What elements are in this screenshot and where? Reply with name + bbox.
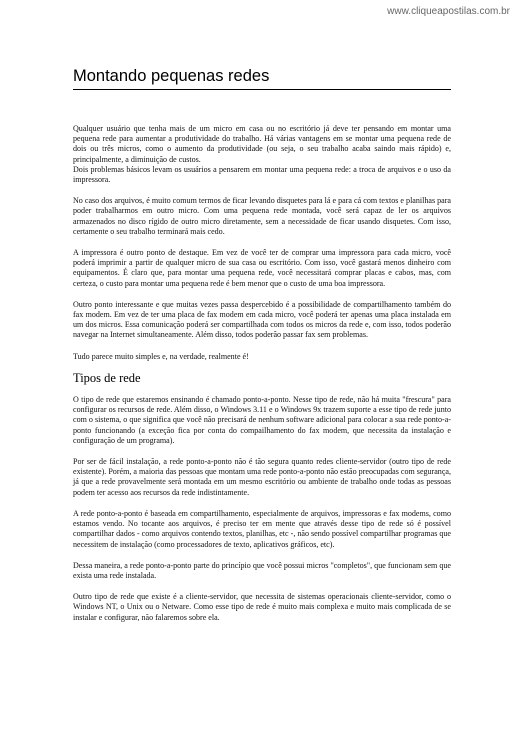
paragraph: A impressora é outro ponto de destaque. Em vez de você ter de comprar uma impressora para cada micro, você poderá imprimir a partir de qualquer micro de sua casa ou escritório. Com isso, você gastará menos dinheiro com equipamentos. É claro que, para montar uma pequena rede, você necessitará comprar placas e cabos, mas, com certeza, o custo para montar uma pequena rede é bem menor que o custo de uma boa impressora. [73, 248, 451, 288]
paragraph: O tipo de rede que estaremos ensinando é chamado ponto-a-ponto. Nesse tipo de rede, não há muita "frescura" para configurar os recursos de rede. Além disso, o Windows 3.11 e o Windows 9x trazem suporte a esse tipo de rede junto com o sistema, o que significa que você não precisará de nenhum software adicional para colocar a sua rede ponto-a-ponto funcionando (a exceção fica por conta do compailhamento do fax modem, que necessita da instalação e configuração de um programa). [73, 395, 451, 445]
paragraph: Outro tipo de rede que existe é a cliente-servidor, que necessita de sistemas operacionais cliente-servidor, como o Windows NT, o Unix ou o Netware. Como esse tipo de rede é muito mais complexa e muito mais complicada de se instalar e configurar, não falaremos sobre ela. [73, 592, 451, 622]
document-body [73, 124, 451, 634]
paragraph: Qualquer usuário que tenha mais de um micro em casa ou no escritório já deve ter pensando em montar uma pequena rede para aumentar a produtividade do trabalho. Há várias vantagens em se montar uma pequena rede de dois ou três micros, como o aumento da produtividade (ou seja, o seu trabalho acaba saindo mais rápido) e, principalmente, a diminuição de custos. [73, 124, 451, 164]
paragraph: No caso dos arquivos, é muito comum termos de ficar levando disquetes para lá e para cá com textos e planilhas para poder trabalharmos em outro micro. Com uma pequena rede montada, você será capaz de ler os arquivos armazenados no disco rígido de outro micro diretamente, sem a necessidade de ficar usando disquetes. Com isso, certamente o seu trabalho terminará mais cedo. [73, 196, 451, 236]
paragraph: Dois problemas básicos levam os usuários a pensarem em montar uma pequena rede: a troca de arquivos e o uso da impressora. [73, 164, 451, 185]
paragraph: A rede ponto-a-ponto é baseada em compartilhamento, especialmente de arquivos, impressoras e fax modems, como estamos vendo. No tocante aos arquivos, é preciso ter em mente que através desse tipo de rede só é possível compartilhar dados - como arquivos contendo textos, planilhas, etc -, não sendo possível compartilhar programas que necessitem de instalação (como processadores de texto, aplicativos gráficos, etc). [73, 508, 451, 549]
section-title: Tipos de rede [73, 370, 141, 385]
page-title: Montando pequenas redes [73, 67, 451, 90]
paragraph: Outro ponto interessante e que muitas vezes passa despercebido é a possibilidade de compartilhamento também do fax modem. Em vez de ter uma placa de fax modem em cada micro, você poderá ter apenas uma placa instalada em um dos micros. Essa comunicação poderá ser compartilhada com todos os micros da rede e, com isso, todos poderão navegar na Internet simultaneamente. Além disso, todos poderão passar fax sem problemas. [73, 299, 451, 340]
paragraph: Dessa maneira, a rede ponto-a-ponto parte do princípio que você possui micros "completos", que funcionam sem que exista uma rede instalada. [73, 560, 451, 580]
paragraph: Tudo parece muito simples e, na verdade, realmente é! [73, 351, 249, 361]
site-watermark: www.cliqueapostilas.com.br [387, 6, 510, 17]
paragraph: Por ser de fácil instalação, a rede ponto-a-ponto não é tão segura quanto redes cliente-servidor (outro tipo de rede existente). Porém, a maioria das pessoas que montam uma rede ponto-a-ponto não estão preocupadas com segurança, já que a rede provavelmente será montada em um mesmo escritório ou ambiente de trabalho onde todas as pessoas podem ter acesso aos recursos da rede indistintamente. [73, 457, 451, 497]
